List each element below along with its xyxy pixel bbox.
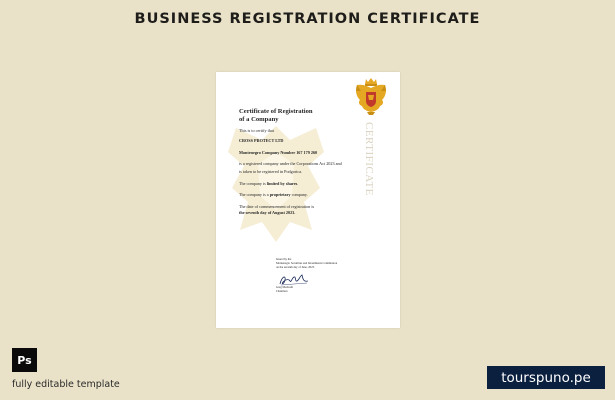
limited-prefix: The company is: [239, 181, 267, 186]
issued-line-1: Issued by the: [276, 257, 292, 261]
issued-line-3: on the seventh day of June, 2023.: [276, 264, 315, 269]
editable-template-label: fully editable template: [12, 379, 120, 390]
registration-line-2: is taken to be registered in Podgorica.: [239, 169, 303, 174]
signer-block: [276, 286, 376, 294]
proprietary-line: [239, 192, 367, 197]
certificate-title: [239, 108, 359, 124]
commencement-date: the seventh day of August 2023.: [239, 210, 296, 215]
brand-badge[interactable]: tourspuno.pe: [487, 366, 605, 389]
photoshop-icon: Ps: [12, 348, 37, 372]
certificate-title-line1: Certificate of Registration: [239, 108, 313, 115]
page-title: BUSINESS REGISTRATION CERTIFICATE: [134, 11, 481, 27]
issued-line-2: Montenegro Securities and Investments Commission: [276, 260, 338, 265]
signer-name: Greg Medoudi: [276, 285, 293, 289]
proprietary-suffix: company.: [290, 192, 308, 197]
registration-line-1: is a registered company under the Corporations Act 2023 and: [239, 161, 342, 166]
limited-suffix: .: [297, 181, 299, 186]
certificate-title-line2: of a Company: [239, 116, 279, 124]
issued-by-block: [276, 258, 376, 270]
company-name: CROSS PROTECT LTD: [239, 138, 284, 143]
limited-by-shares-line: [239, 181, 367, 186]
limited-bold: limited by shares: [266, 181, 298, 186]
certificate-document: [216, 72, 400, 328]
proprietary-bold: proprietary: [269, 192, 291, 197]
commencement-line: The date of commencement of registration is: [239, 204, 315, 209]
signer-title: Chairman: [276, 288, 288, 293]
company-number: Montenegro Company Number 167 179 260: [239, 150, 318, 155]
watermark-text: CERTIFICATE: [363, 122, 375, 196]
certify-line: This is to certify that: [239, 128, 274, 133]
proprietary-prefix: The company is a: [239, 192, 270, 197]
